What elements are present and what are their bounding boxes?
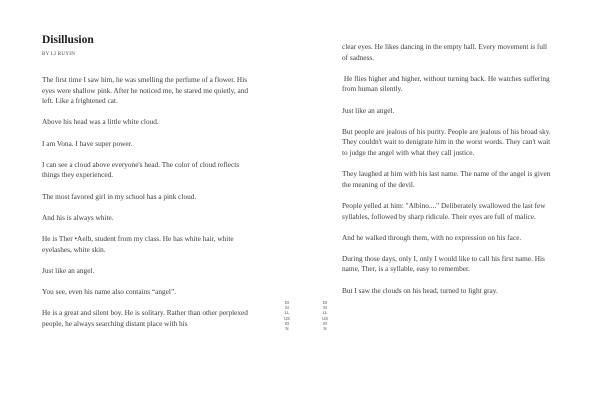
paragraph: You see, even his name also contains “angel”. (42, 286, 177, 296)
paragraph: Just like an angel. (342, 105, 395, 115)
paragraph: During those days, only I, only I would like to call his first name. His name, Ther, is a syllable, easy to remember. (342, 253, 545, 274)
paragraph: And his is always white. (42, 212, 114, 222)
paragraph: But I saw the clouds on his head, turned to light gray. (342, 285, 498, 295)
paragraph: clear eyes. He likes dancing in the empty hall. Every movement is full of sadness. (342, 42, 548, 62)
paragraph: He flies higher and higher, without turning back. He watches suffering from human silently. (342, 73, 552, 94)
paragraph: He is a great and silent boy. He is solitary. Rather than other perplexed people, he always searching distant place with his (42, 308, 248, 328)
author-byline: BY LI RUYIN (42, 52, 76, 57)
paragraph: Above his head was a little white cloud. (42, 117, 159, 127)
story-title: Disillusion (42, 34, 94, 46)
paragraph: And he walked through them, with no expression on his face. (342, 232, 522, 242)
paragraph: Just like an angel. (42, 265, 95, 275)
spine-label-right: DISILLUSION (322, 300, 328, 332)
paragraph: The most favored girl in my school has a pink cloud. (42, 191, 197, 201)
paragraph: I can see a cloud above everyone's head. The color of cloud reflects things they experienced. (42, 159, 240, 180)
paragraph: They laughed at him with his last name. The name of the angel is given the meaning of the devil. (342, 169, 551, 189)
paragraph: The first time I saw him, he was smelling the perfume of a flower. His eyes were shallow pink. After he noticed me, he stared me quietly, and left. Like a frightened cat. (42, 75, 249, 106)
right-page (300, 0, 600, 420)
paragraph: People yelled at him: "Albino...." Deliberately swallowed the last few syllables, followed by sharp ridicule. Their eyes are full of malice. (342, 200, 546, 221)
spine-label-left: DISILLUSION (284, 300, 290, 332)
left-text-column (42, 75, 250, 329)
right-text-column (342, 42, 554, 296)
paragraph: He is Ther •Aelb, student from my class. He has white hair, white eyelashes, white skin. (42, 233, 234, 254)
paragraph: I am Vona. I have super power. (42, 138, 133, 148)
paragraph: But people are jealous of his purity. People are jealous of his broad sky. They couldn't wait to denigrate him in the worst words. They can't wait to judge the angel with what they call justice. (342, 126, 551, 157)
